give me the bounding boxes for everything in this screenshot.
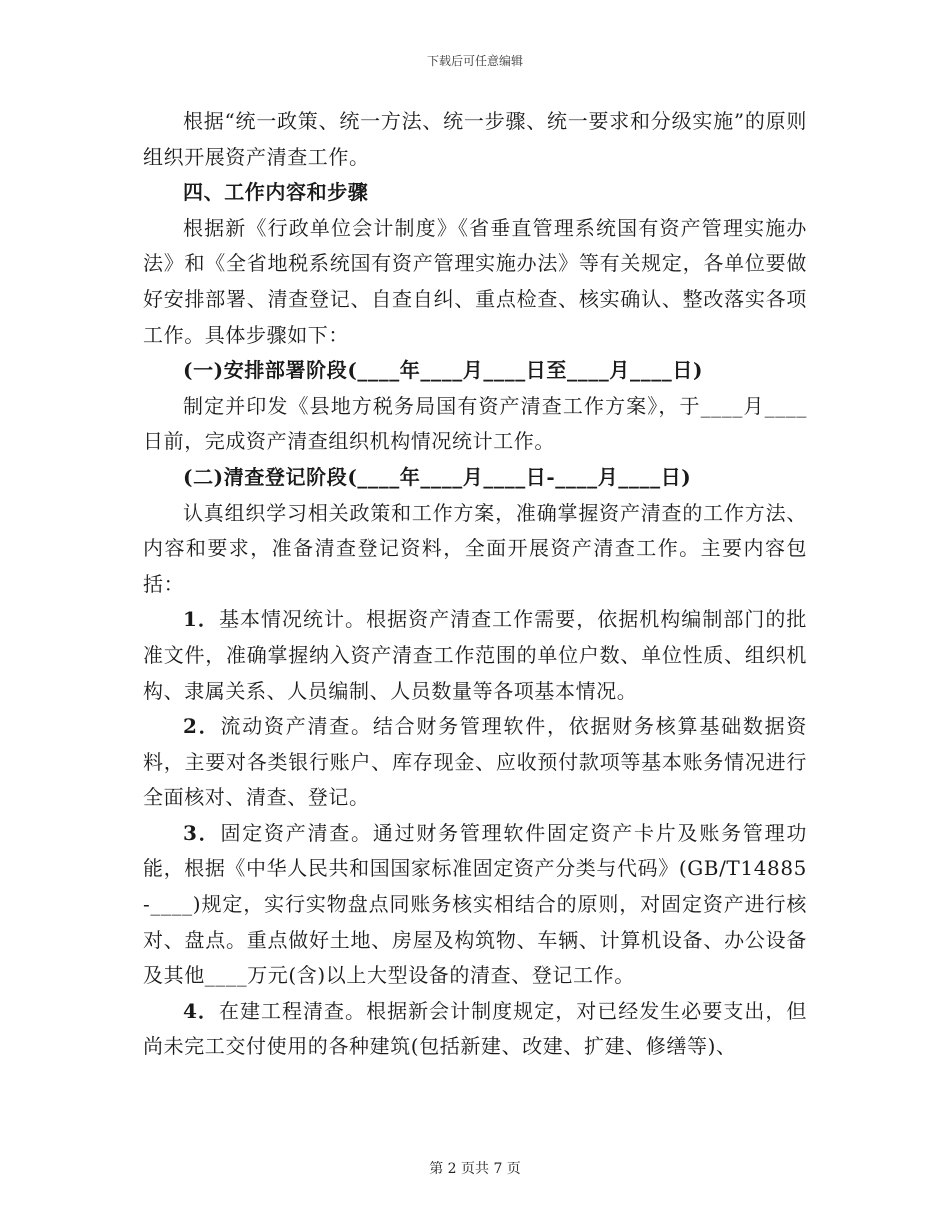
- item-number: 1．: [183, 607, 219, 632]
- page-footer: 第 2 页共 7 页: [429, 1161, 521, 1177]
- item-text: 基本情况统计。根据资产清查工作需要，依据机构编制部门的批准文件，准确掌握纳入资产清查工作范围的单位户数、单位性质、组织机构、隶属关系、人员编制、人员数量等各项基本情况。: [143, 607, 807, 703]
- item-number: 3．: [183, 820, 221, 845]
- document-body: [143, 104, 807, 1065]
- item-number: 4．: [183, 998, 219, 1023]
- paragraph-item-4: [143, 994, 807, 1065]
- paragraph-item-2: [143, 709, 807, 816]
- item-text: 在建工程清查。根据新会计制度规定，对已经发生必要支出，但尚未完工交付使用的各种建筑(包括新建、改建、扩建、修缮等)、: [143, 998, 807, 1059]
- paragraph-registration: 认真组织学习相关政策和工作方案，准确掌握资产清查的工作方法、内容和要求，准备清查登记资料，全面开展资产清查工作。主要内容包括：: [143, 500, 807, 596]
- item-text: 固定资产清查。通过财务管理软件固定资产卡片及账务管理功能，根据《中华人民共和国国家标准固定资产分类与代码》(GB/T14885-____)规定，实行实物盘点同账务核实相结合的原则，对固定资产进行核对、盘点。重点做好土地、房屋及构筑物、车辆、计算机设备、办公设备及其他____万元(含)以上大型设备的清查、登记工作。: [143, 820, 807, 988]
- item-text: 流动资产清查。结合财务管理软件，依据财务核算基础数据资料，主要对各类银行账户、库存现金、应收预付款项等基本账务情况进行全面核对、清查、登记。: [143, 714, 807, 810]
- stage-heading-arrangement: (一)安排部署阶段(____年____月____日至____月____日): [183, 358, 704, 383]
- paragraph-regulations: 根据新《行政单位会计制度》《省垂直管理系统国有资产管理实施办法》和《全省地税系统国有资产管理实施办法》等有关规定，各单位要做好安排部署、清查登记、自查自纠、重点检查、核实确认、整改落实各项工作。具体步骤如下：: [143, 215, 807, 347]
- page-header: 下载后可任意编辑: [426, 54, 523, 68]
- stage-heading-registration: (二)清查登记阶段(____年____月____日-____月____日): [183, 464, 692, 489]
- paragraph-arrangement: 制定并印发《县地方税务局国有资产清查工作方案》，于____月____日前，完成资产清查组织机构情况统计工作。: [143, 393, 807, 454]
- paragraph-principle: 根据“统一政策、统一方法、统一步骤、统一要求和分级实施”的原则组织开展资产清查工作。: [143, 109, 807, 169]
- paragraph-item-3: [143, 816, 807, 994]
- section-heading-work-content: 四、工作内容和步骤: [183, 180, 369, 205]
- item-number: 2．: [183, 714, 221, 739]
- paragraph-item-1: [143, 602, 807, 709]
